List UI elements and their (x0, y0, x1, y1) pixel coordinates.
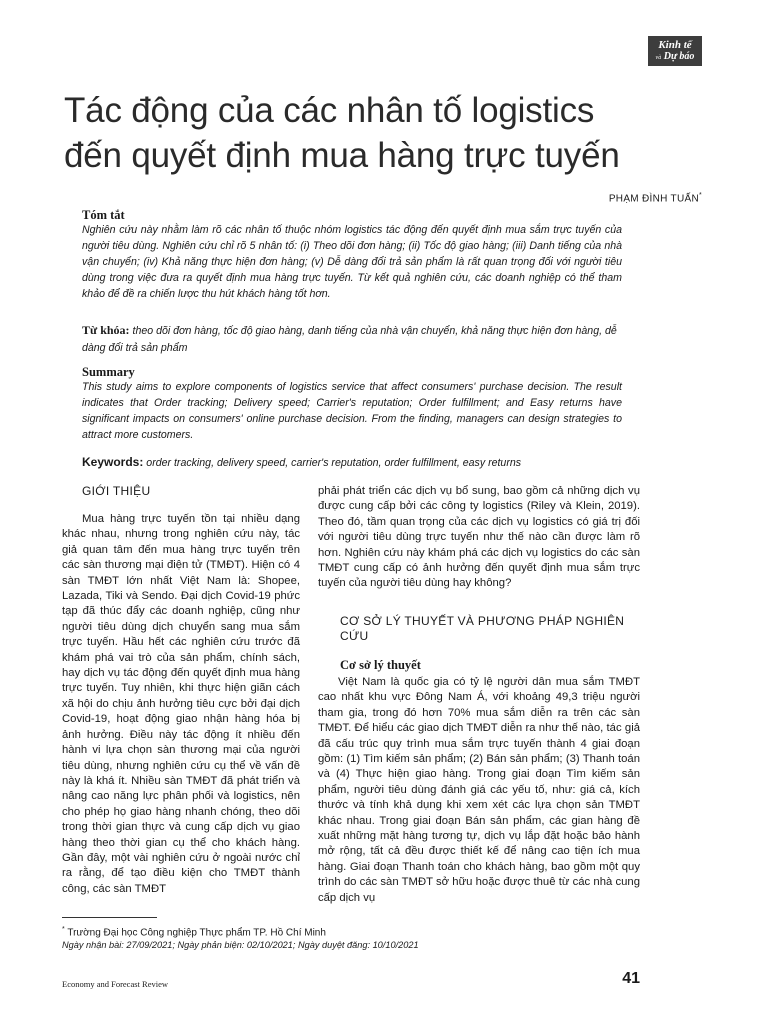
logo-va: và (655, 55, 662, 61)
abstract-en-text: This study aims to explore components of logistics service that affect consumers' purchase decision. The result indicates that Order tracking; Delivery speed; Carrier's reputation; Order fulfillment; and Easy returns have significant impacts on consumers' online purchase decision. From the finding, managers can design strategies to attract more customers. (82, 381, 622, 441)
page-number: 41 (622, 970, 640, 987)
intro-paragraph-continued: phải phát triển các dịch vụ bổ sung, bao gồm cả những dịch vụ được cung cấp bởi các công ty logistics (Riley và Klein, 2019). Theo đó, tầm quan trọng của các dịch vụ logistics có giá trị đối với người tiêu dùng trực tuyến như thế nào cần được làm rõ hơn. Nghiên cứu này khám phá các dịch vụ logistics do các sàn TMĐT cung cấp có ảnh hưởng đến quyết định mua sắm trực tuyến của người tiêu dùng hay không? (318, 485, 640, 590)
abstract-vi-text: Nghiên cứu này nhằm làm rõ các nhân tố thuộc nhóm logistics tác động đến quyết định mua sắm trực tuyến của người tiêu dùng. Nghiên cứu chỉ rõ 5 nhân tố: (i) Theo dõi đơn hàng; (ii) Tốc độ giao hàng; (iii) Danh tiếng của nhà vận chuyển; (iv) Khả năng thực hiện đơn hàng; (v) Dễ dàng đổi trả sản phẩm là rất quan trọng đối với người tiêu dùng trong việc đưa ra quyết định mua hàng trực tuyến. Từ kết quả nghiên cứu, các doanh nghiệp có thể tham khảo để đề ra chiến lược thu hút khách hàng tốt hơn. (82, 224, 622, 300)
keywords-vi-text: theo dõi đơn hàng, tốc độ giao hàng, danh tiếng của nhà vận chuyển, khả năng thực hiện đơn hàng, dễ dàng đổi trả sản phẩm (82, 325, 617, 354)
left-column (62, 512, 300, 897)
author-text: PHẠM ĐÌNH TUẤN (608, 193, 699, 205)
logo-text-line2 (648, 52, 702, 62)
keywords-en-text: order tracking, delivery speed, carrier's reputation, order fulfillment, easy returns (143, 457, 522, 469)
theory-subheading: Cơ sở lý thuyết (340, 658, 421, 672)
abstract-vi-heading: Tóm tắt (82, 208, 125, 222)
keywords-en-label: Keywords: (82, 455, 144, 469)
theory-body (318, 675, 640, 906)
keywords-en (82, 454, 622, 471)
theory-heading: CƠ SỞ LÝ THUYẾT VÀ PHƯƠNG PHÁP NGHIÊN CỨU (340, 614, 625, 643)
author-footnote-mark: * (698, 192, 702, 199)
logo-text-du-bao: Dự báo (663, 51, 695, 62)
footnote-mark: * (62, 926, 65, 933)
journal-logo (648, 36, 702, 66)
intro-heading: GIỚI THIỆU (82, 484, 151, 498)
right-column (318, 484, 640, 592)
abstract-en-heading: Summary (82, 365, 135, 379)
intro-paragraph: Mua hàng trực tuyến tồn tại nhiều dạng khác nhau, nhưng trong nghiên cứu này, tác giả quan tâm đến mua hàng trực tuyến trên các sàn thương mại điện tử (TMĐT). Hiện có 4 sàn TMĐT lớn nhất Việt Nam là: Shopee, Lazada, Tiki và Sendo. Đại dịch Covid-19 phức tạp đã thúc đẩy các doanh nghiệp, cũng như người tiêu dùng dịch chuyển sang mua sắm trực tuyến. Hầu hết các nghiên cứu trước đã khám phá vai trò của sản phẩm, chính sách, hay dịch vụ tác động đến quyết định mua hàng trực tuyến. Tuy nhiên, khi thực hiện giãn cách xã hội do chịu ảnh hưởng tiêu cực bởi đại dịch Covid-19, hoạt động giao nhận hàng hóa bị ảnh hưởng. Điều này tác động ít nhiều đến hành vi lựa chọn sàn thương mại của người tiêu dùng, nhưng nghiên cứu cụ thể về vấn đề này là khá ít. Nhiều sàn TMĐT đã phát triển và nâng cao năng lực phân phối và logistics, nên cho phép họ giao hàng nhanh chóng, theo dõi trong thời gian thực và cung cấp dịch vụ giao hàng theo thời gian cụ thể cho khách hàng. Gần đây, một vài nghiên cứu ở ngoài nước chỉ ra rằng, để tạo điều kiện cho TMĐT thành công, các sàn TMĐT (62, 513, 300, 895)
author-name (609, 192, 702, 204)
keywords-vi (82, 322, 622, 356)
journal-name: Economy and Forecast Review (62, 979, 168, 989)
title-line-2: đến quyết định mua hàng trực tuyến (64, 136, 620, 175)
footnote-text: Trường Đại học Công nghiệp Thực phẩm TP. Hồ Chí Minh (64, 927, 326, 939)
title-line-1: Tác động của các nhân tố logistics (64, 91, 595, 130)
theory-paragraph: Việt Nam là quốc gia có tỷ lệ người dân mua sắm TMĐT cao nhất khu vực Đông Nam Á, với khoảng 49,3 triệu người tham gia, trong đó hơn 70% mua sắm diễn ra trên các sàn TMĐT. Để hiểu các giao dịch TMĐT diễn ra như thế nào, tác giả đã cấu trúc quy trình mua sắm trực tuyến thành 4 giai đoạn gồm: (1) Tìm kiếm sản phẩm; (2) Bán sản phẩm; (3) Thanh toán và (4) Thực hiện giao hàng. Trong giai đoạn Tìm kiếm sản phẩm, người tiêu dùng đánh giá các yếu tố, như: giá cả, kích thước và tính khả dụng khi xem xét các lựa chọn sản TMĐT khác nhau. Trong giai đoạn Bán sản phẩm, các gian hàng đề xuất những mặt hàng tương tự, dịch vụ lắp đặt hoặc bảo hành mở rộng, tất cả đều được thiết kế để nâng cao tiện ích mua hàng. Giai đoạn Thanh toán cho khách hàng, bao gồm một quy trình do các sàn TMĐT sở hữu hoặc được thuê từ các nhà cung cấp dịch vụ (318, 676, 640, 904)
keywords-vi-label: Từ khóa: (82, 323, 130, 337)
logo-text-line1: Kinh tế (658, 39, 692, 51)
submission-dates: Ngày nhận bài: 27/09/2021; Ngày phản biện: 02/10/2021; Ngày duyệt đăng: 10/10/2021 (62, 940, 419, 950)
abstract-vi (82, 208, 622, 302)
abstract-en (82, 365, 622, 443)
footnote-divider (62, 917, 157, 918)
article-title (64, 88, 704, 178)
